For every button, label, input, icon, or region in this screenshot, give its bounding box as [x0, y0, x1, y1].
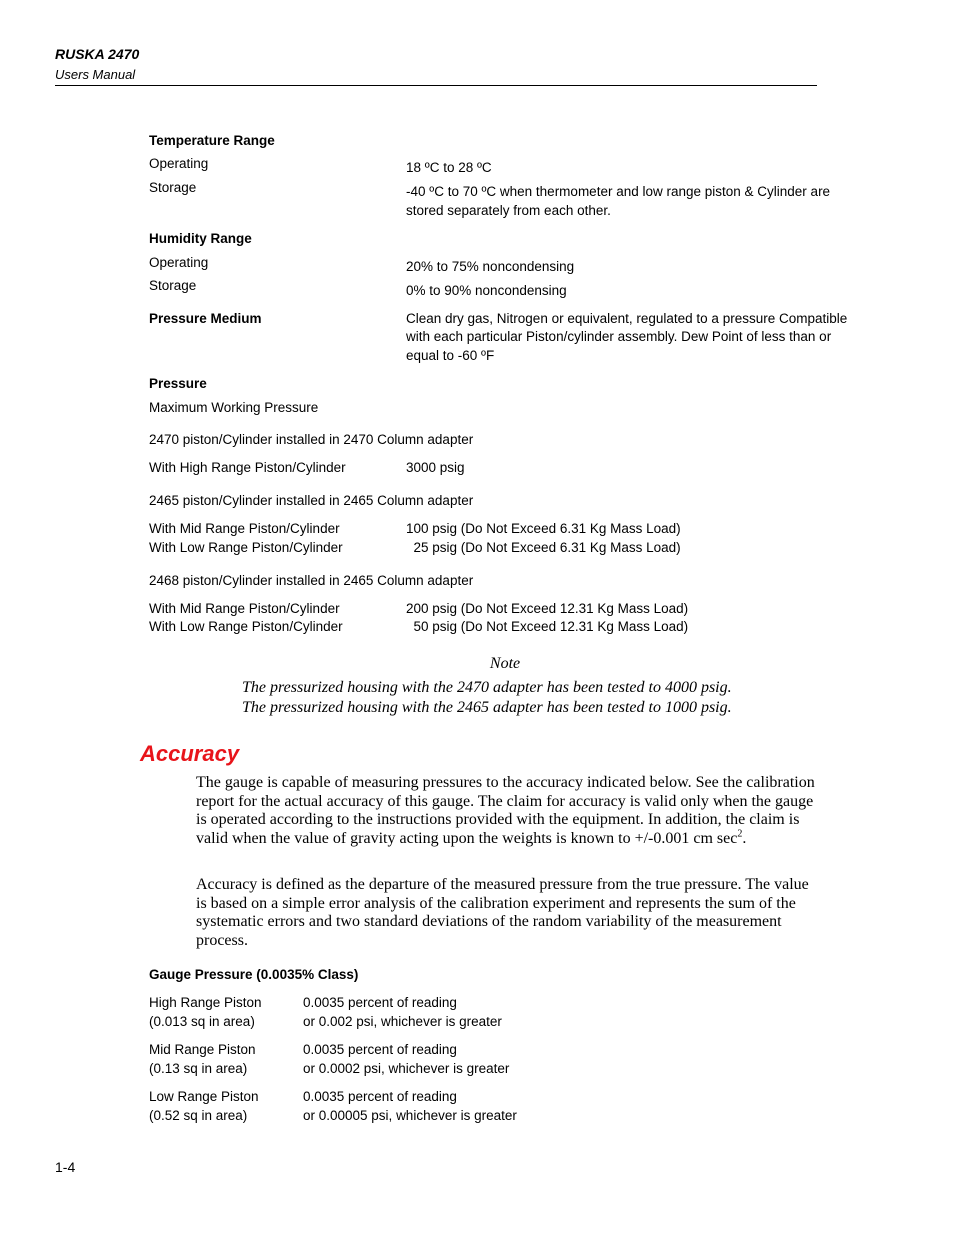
mid-range-accuracy-2: or 0.0002 psi, whichever is greater [303, 1061, 510, 1076]
pressure-medium-value-3: equal to -60 ºF [406, 348, 495, 363]
high-range-accuracy-2: or 0.002 psi, whichever is greater [303, 1014, 502, 1029]
low-range-accuracy-2: or 0.00005 psi, whichever is greater [303, 1108, 517, 1123]
pressure-heading: Pressure [149, 376, 207, 391]
high-range-value: 3000 psig [406, 460, 465, 475]
paragraph-end: . [742, 829, 747, 847]
temperature-storage-value-2: stored separately from each other. [406, 203, 611, 218]
mid-range-2465-label: With Mid Range Piston/Cylinder [149, 521, 340, 536]
low-range-2468-label: With Low Range Piston/Cylinder [149, 619, 343, 634]
humidity-operating-value: 20% to 75% noncondensing [406, 259, 575, 274]
pressure-medium-value-1: Clean dry gas, Nitrogen or equivalent, regulated to a pressure Compatible [406, 311, 848, 326]
temperature-heading: Temperature Range [149, 133, 275, 148]
high-range-accuracy-1: 0.0035 percent of reading [303, 995, 457, 1010]
note-title: Note [489, 655, 521, 672]
low-range-piston-label: Low Range Piston [149, 1089, 259, 1104]
mid-range-piston-label: Mid Range Piston [149, 1042, 256, 1057]
adapter-2470-title: 2470 piston/Cylinder installed in 2470 Column adapter [149, 432, 474, 447]
accuracy-paragraph-1-text: The gauge is capable of measuring pressures to the accuracy indicated below. See the calibration report for the actual accuracy of this gauge. The claim for accuracy is valid only when the gauge is operated according to the instructions provided with the equipment. In addition, the claim is valid when the value of gravity acting upon the weights is known to +/-0.001 cm sec [196, 774, 815, 847]
mid-range-2468-label: With Mid Range Piston/Cylinder [149, 601, 340, 616]
accuracy-paragraph-1 [196, 774, 816, 848]
superscript: 2 [737, 828, 743, 840]
accuracy-paragraph-2: Accuracy is defined as the departure of the measured pressure from the true pressure. The value is based on a simple error analysis of the calibration experiment and represents the sum of the systematic errors and two standard deviations of the random variability of the measurement process. [196, 876, 809, 949]
page-number: 1-4 [55, 1159, 76, 1175]
note-line-1: The pressurized housing with the 2470 adapter has been tested to 4000 psig. [242, 679, 732, 696]
humidity-storage-label: Storage [149, 278, 197, 293]
note-line-2: The pressurized housing with the 2465 adapter has been tested to 1000 psig. [242, 699, 732, 716]
humidity-storage-value: 0% to 90% noncondensing [406, 283, 567, 298]
gauge-pressure-heading: Gauge Pressure (0.0035% Class) [149, 967, 359, 982]
low-range-piston-area: (0.52 sq in area) [149, 1108, 248, 1123]
temperature-storage-value-1: -40 ºC to 70 ºC when thermometer and low range piston & Cylinder are [406, 184, 831, 199]
manual-title: RUSKA 2470 [55, 46, 140, 62]
temperature-operating-value: 18 ºC to 28 ºC [406, 160, 492, 175]
temperature-operating-label: Operating [149, 156, 209, 171]
high-range-piston-area: (0.013 sq in area) [149, 1014, 255, 1029]
mid-range-accuracy-1: 0.0035 percent of reading [303, 1042, 457, 1057]
max-working-pressure-label: Maximum Working Pressure [149, 400, 319, 415]
humidity-heading: Humidity Range [149, 231, 252, 246]
manual-subtitle: Users Manual [55, 67, 136, 82]
pressure-medium-value-2: with each particular Piston/cylinder assembly. Dew Point of less than or [406, 329, 832, 344]
low-range-2468-value: 50 psig (Do Not Exceed 12.31 Kg Mass Load) [406, 619, 689, 634]
high-range-piston-label: High Range Piston [149, 995, 262, 1010]
low-range-2465-value: 25 psig (Do Not Exceed 6.31 Kg Mass Load) [406, 540, 681, 555]
high-range-label: With High Range Piston/Cylinder [149, 460, 346, 475]
accuracy-heading: Accuracy [140, 741, 240, 766]
temperature-storage-label: Storage [149, 180, 197, 195]
humidity-operating-label: Operating [149, 255, 209, 270]
mid-range-piston-area: (0.13 sq in area) [149, 1061, 248, 1076]
pressure-medium-heading: Pressure Medium [149, 311, 262, 326]
adapter-2465-title: 2465 piston/Cylinder installed in 2465 Column adapter [149, 493, 474, 508]
mid-range-2465-value: 100 psig (Do Not Exceed 6.31 Kg Mass Load) [406, 521, 681, 536]
adapter-2468-title: 2468 piston/Cylinder installed in 2465 Column adapter [149, 573, 474, 588]
low-range-accuracy-1: 0.0035 percent of reading [303, 1089, 457, 1104]
low-range-2465-label: With Low Range Piston/Cylinder [149, 540, 343, 555]
mid-range-2468-value: 200 psig (Do Not Exceed 12.31 Kg Mass Load) [406, 601, 689, 616]
header-divider [55, 85, 817, 86]
